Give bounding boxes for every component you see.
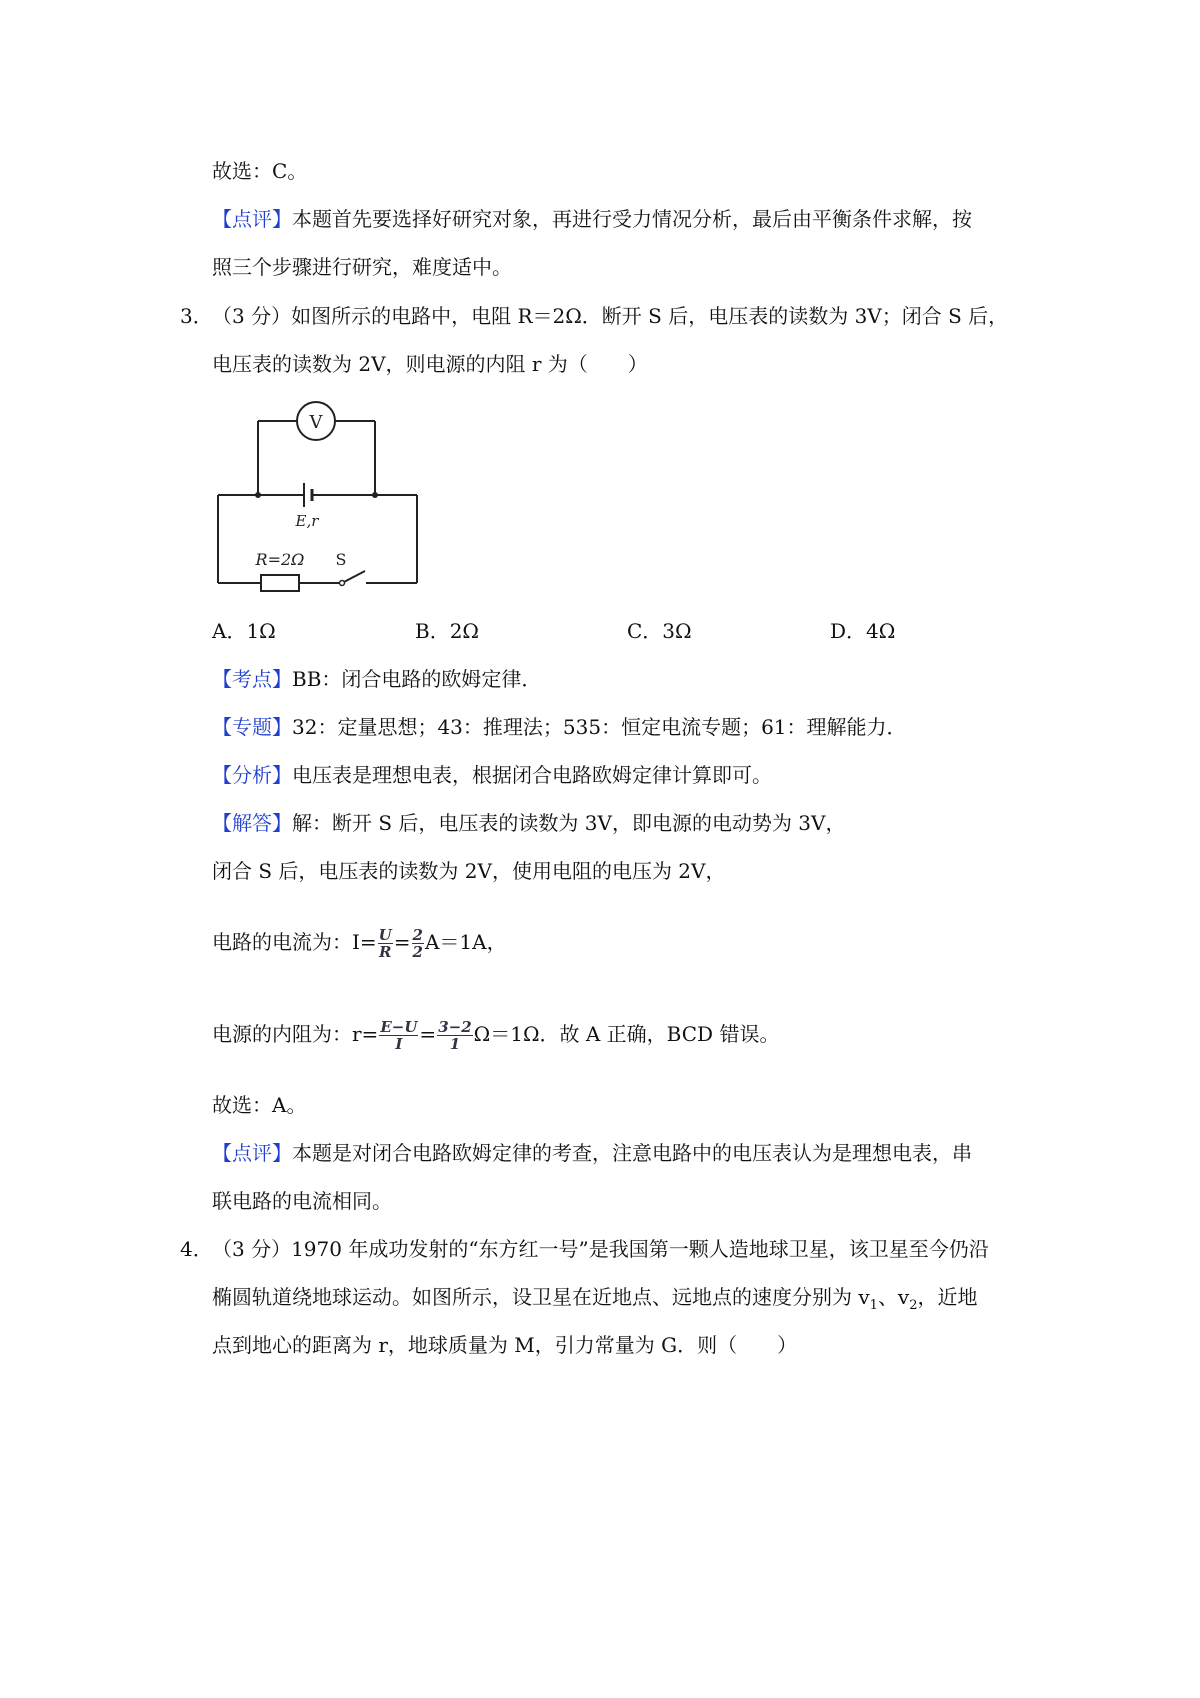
comment-tag: 【点评】 (212, 1141, 292, 1165)
question-4-stem-line2: 椭圆轨道绕地球运动。如图所示，设卫星在近地点、远地点的速度分别为 $v_1$、$v_2$，近地 (212, 1285, 978, 1313)
question-3-stem-line1: （3 分）如图所示的电路中，电阻 R＝2Ω．断开 S 后，电压表的读数为 3V；闭合 S 后， (212, 304, 1009, 328)
resistance-equation: 电源的内阻为：r= $\frac{E-U}{I}$ = $\frac{3-2}{1}$ Ω＝1Ω．故 A 正确，BCD 错误。 (212, 1018, 780, 1053)
comment-text: 本题首先要选择好研究对象，再进行受力情况分析，最后由平衡条件求解，按 (292, 207, 972, 231)
fraction-e-minus-u-over-i: $\frac{E-U}{I}$ (380, 1018, 418, 1053)
option-a: A．1Ω (212, 619, 276, 643)
q3-choice: 故选：A。 (212, 1093, 307, 1117)
prev-comment-line2: 照三个步骤进行研究，难度适中。 (212, 255, 512, 279)
resistor-icon (261, 575, 299, 591)
fraction-2-over-2: $\frac{2}{2}$ (412, 926, 423, 961)
kaodian-tag: 【考点】 (212, 667, 292, 691)
comment-text: 本题是对闭合电路欧姆定律的考查，注意电路中的电压表认为是理想电表，串 (292, 1141, 972, 1165)
kaodian-line (212, 665, 541, 693)
fenxi-line (212, 761, 772, 789)
battery-icon (304, 483, 312, 507)
fraction-3-minus-2-over-1: $\frac{3-2}{1}$ (438, 1018, 472, 1053)
kaodian-text: BB：闭合电路的欧姆定律． (292, 667, 542, 691)
question-3-number: 3． (180, 304, 213, 328)
prev-comment-line1 (212, 205, 972, 233)
zhuanti-tag: 【专题】 (212, 715, 292, 739)
circuit-diagram (210, 395, 435, 600)
question-4-stem-line1: （3 分）1970 年成功发射的“东方红一号”是我国第一颗人造地球卫星，该卫星至今仍沿 (212, 1237, 989, 1261)
voltmeter-icon (297, 402, 335, 440)
svg-text:V: V (309, 412, 323, 433)
jieda-line1 (212, 809, 845, 837)
prev-choice: 故选：C。 (212, 159, 308, 183)
resistor-label: R=2Ω (255, 550, 305, 569)
battery-label: E,r (295, 512, 319, 530)
q3-comment-line2: 联电路的电流相同。 (212, 1189, 392, 1213)
option-b: B．2Ω (415, 619, 480, 643)
jieda-text: 解：断开 S 后，电压表的读数为 3V，即电源的电动势为 3V， (292, 811, 846, 835)
question-4-stem-line3: 点到地心的距离为 r，地球质量为 M，引力常量为 G．则（ ） (212, 1333, 798, 1357)
junction-dot-left (255, 492, 261, 498)
question-3-stem-line2: 电压表的读数为 2V，则电源的内阻 r 为（ ） (212, 352, 648, 376)
fraction-u-over-r: $\frac{U}{R}$ (378, 926, 392, 961)
q3-comment-line1 (212, 1139, 972, 1167)
comment-tag: 【点评】 (212, 207, 292, 231)
question-4-number: 4． (180, 1237, 213, 1261)
switch-icon (340, 581, 345, 586)
zhuanti-line (212, 713, 907, 741)
fenxi-text: 电压表是理想电表，根据闭合电路欧姆定律计算即可。 (292, 763, 772, 787)
jieda-line2: 闭合 S 后，电压表的读数为 2V，使用电阻的电压为 2V， (212, 859, 726, 883)
fenxi-tag: 【分析】 (212, 763, 292, 787)
option-c: C．3Ω (627, 619, 692, 643)
junction-dot-right (372, 492, 378, 498)
current-equation: 电路的电流为：I= $\frac{U}{R}$ = $\frac{2}{2}$ A＝1A， (212, 926, 507, 961)
jieda-tag: 【解答】 (212, 811, 292, 835)
switch-label: S (335, 550, 347, 569)
option-d: D．4Ω (830, 619, 896, 643)
zhuanti-text: 32：定量思想；43：推理法；535：恒定电流专题；61：理解能力． (292, 715, 907, 739)
